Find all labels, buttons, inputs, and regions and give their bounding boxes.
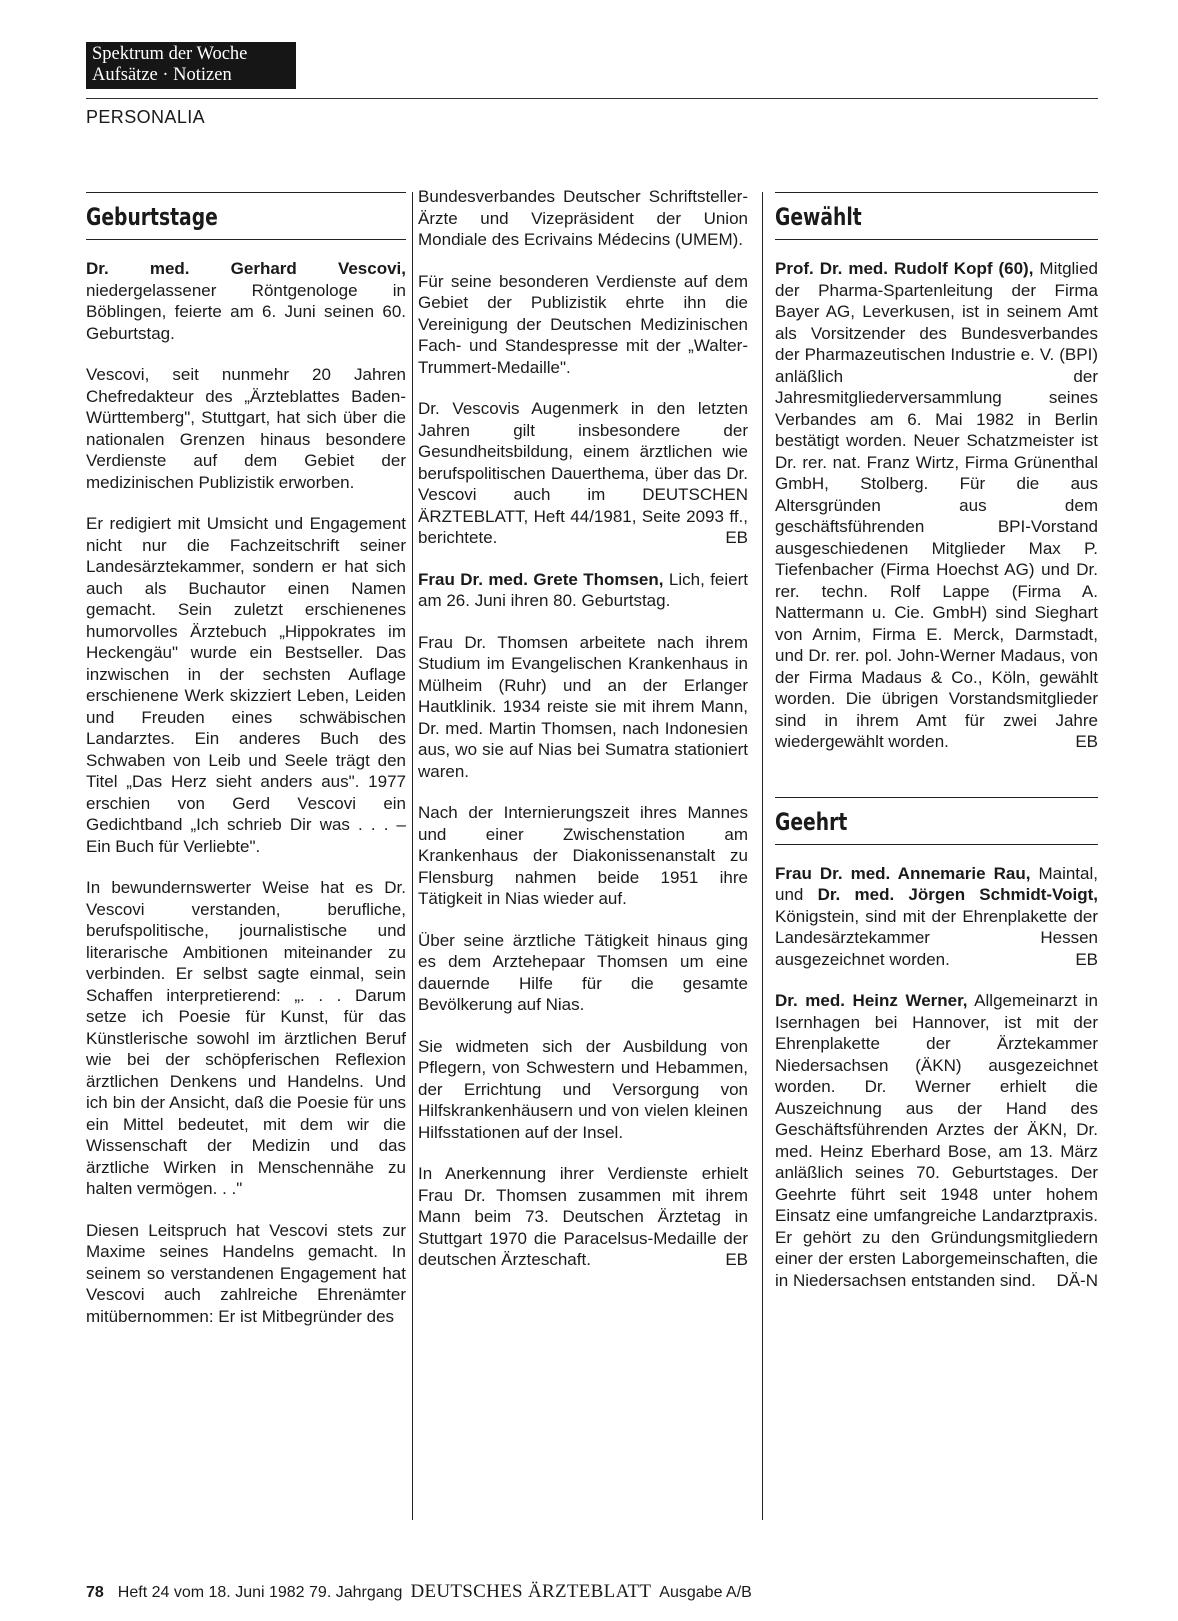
section-label: PERSONALIA (86, 107, 206, 127)
header-rule (86, 98, 1098, 99)
paragraph: Er redigiert mit Umsicht und Engagement nicht nur die Fachzeitschrift seiner Landesärztekammer, sondern er hat sich auch als Buchautor einen Namen gemacht. Sein zuletzt erschienenes humorvolles Ärztebuch „Hippokrates im Heckengäu" wurde ein Bestseller. Das inzwischen in der sechsten Auflage erschienene Werk skizziert Leben, Leiden und Freuden eines schwäbischen Landarztes. Ein anderes Buch des Schwaben von Leib und Seele trägt den Titel „Das Herz sieht anders aus". 1977 erschien von Gerd Vescovi ein Gedichtband „Ich schrieb Dir was . . . – Ein Buch für Verliebte". (86, 514, 406, 856)
article-kopf (775, 258, 1098, 753)
rubric-rule-bottom (86, 239, 406, 240)
column-divider-2 (762, 192, 763, 1520)
ressort-line-1: Spektrum der Woche (92, 44, 248, 64)
paragraph: Über seine ärztliche Tätigkeit hinaus ging es dem Arztehepaar Thomsen um eine dauernde Hilfe für die gesamte Bevölkerung auf Nias. (418, 930, 748, 1014)
article-thomsen-intro (418, 569, 748, 612)
ressort-box (86, 42, 296, 89)
person-name: Frau Dr. med. Annemarie Rau, (775, 863, 1031, 883)
rubric-geburtstage (86, 192, 406, 240)
rubric-rule-bottom (775, 844, 1098, 845)
person-name: Dr. med. Heinz Werner, (775, 991, 968, 1010)
edition-info: Ausgabe A/B (659, 1584, 752, 1601)
column-3 (775, 192, 1098, 1526)
paragraph: Nach der Internierungszeit ihres Mannes und einer Zwischenstation am Krankenhaus der Diakonissenanstalt zu Flensburg nahmen beide 1951 ihre Tätigkeit in Nias wieder auf. (418, 803, 748, 908)
heading-geehrt: Geehrt (775, 807, 848, 836)
page-footer (86, 1581, 752, 1603)
paragraph-text: Maintal, und (775, 863, 1098, 904)
paragraph (418, 398, 748, 549)
author-signature: EB (1075, 949, 1098, 969)
person-name: Dr. med. Gerhard Vescovi, (86, 259, 406, 278)
paragraph (418, 1163, 748, 1271)
author-signature: DÄ-N (1056, 1270, 1098, 1290)
column-1 (86, 192, 406, 1526)
paragraph-text: Mitglied der Pharma-Spartenleitung der Firma Bayer AG, Leverkusen, ist in seinem Amt als Vorsitzender des Bundesverbandes der Pharmazeutischen Industrie e. V. (BPI) anläßlich der Jahresmitgliederversammlung seines Verbandes am 6. Mai 1982 in Berlin bestätigt worden. Neuer Schatzmeister ist Dr. rer. nat. Franz Wirtz, Firma Grünenthal GmbH, Stolberg. Für die aus Altersgründen aus dem geschäftsführenden BPI-Vorstand ausgeschiedenen Mitglieder Max P. Tiefenbacher (Firma Hoechst AG) und Dr. rer. techn. Rolf Lappe (Firma A. Nattermann u. Cie. GmbH) sind Sieghart von Arnim, Firma E. Merck, Darmstadt, und Dr. rer. pol. John-Werner Madaus, von der Firma Madaus & Co., Köln, gewählt worden. Die übrigen Vorstandsmitglieder sind in ihrem Amt für zwei Jahre wiedergewählt worden. (775, 259, 1098, 751)
paragraph: Diesen Leitspruch hat Vescovi stets zur Maxime seines Handelns gemacht. In seinem so verstandenen Engagement hat Vescovi auch zahlreiche Ehrenämter mitübernommen: Er ist Mitbegründer des (86, 1220, 406, 1326)
paragraph-text: Dr. Vescovis Augenmerk in den letzten Jahren gilt insbesondere der Gesundheitsbildung, einem ärztlichen wie berufspolitischen Dauerthema, über das Dr. Vescovi auch im DEUTSCHEN ÄRZTEBLATT, Heft 44/1981, Seite 2093 ff., berichtete. (418, 399, 748, 547)
paragraph-text: niedergelassener Röntgenologe in Böblingen, feierte am 6. Juni seinen 60. Geburtstag. (86, 280, 406, 343)
author-signature: EB (725, 528, 748, 547)
author-signature: EB (1075, 732, 1098, 751)
rubric-geehrt (775, 789, 1098, 845)
column-2 (418, 187, 749, 1526)
paragraph: Frau Dr. Thomsen arbeitete nach ihrem Studium im Evangelischen Krankenhaus in Mülheim (Ruhr) und an der Erlanger Hautklinik. 1934 reiste sie mit ihrem Mann, Dr. med. Martin Thomsen, nach Indonesien aus, wo sie auf Nias bei Sumatra stationiert waren. (418, 632, 748, 781)
article-werner (775, 990, 1098, 1291)
journal-name: DEUTSCHES ÄRZTEBLATT (410, 1581, 652, 1602)
rubric-rule-bottom (775, 239, 1098, 240)
ressort-line-2: Aufsätze · Notizen (92, 65, 232, 85)
paragraph: Sie widmeten sich der Ausbildung von Pflegern, von Schwestern und Hebammen, der Errichtung und Versorgung von Hilfskrankenhäusern und von vielen kleinen Hilfsstationen auf der Insel. (418, 1036, 748, 1142)
article-rau-schmidt-voigt (775, 863, 1098, 971)
paragraph: Für seine besonderen Verdienste auf dem Gebiet der Publizistik ehrte ihn die Vereinigung der Deutschen Medizinischen Fach- und Standespresse mit der „Walter-Trummert-Medaille". (418, 271, 748, 377)
person-name: Prof. Dr. med. Rudolf Kopf (60), (775, 259, 1034, 278)
paragraph: Bundesverbandes Deutscher Schriftsteller-Ärzte und Vizepräsident der Union Mondiale des Ecrivains Médecins (UMEM). (418, 187, 748, 249)
paragraph-text: Königstein, sind mit der Ehrenplakette der Landesärztekammer Hessen ausgezeichnet worden. (775, 906, 1098, 969)
paragraph: In bewundernswerter Weise hat es Dr. Vescovi verstanden, berufliche, berufspolitische, journalistische und literarische Ambitionen miteinander zu verbinden. Er selbst sagte einmal, sein Schaffen interpretierend: „. . . Darum setze ich Poesie für Kunst, für das Künstlerische sowohl im ärztlichen Beruf wie bei der schöpferischen Reflexion ärztlichen Denkens und Handelns. Und ich bin der Ansicht, daß die Poesie für uns ein Mittel bedeutet, mit dem wir die Wissenschaft der Medizin und das ärztliche Wirken in Menschennähe zu halten vermögen. . ." (86, 878, 406, 1198)
paragraph: Vescovi, seit nunmehr 20 Jahren Chefredakteur des „Ärzteblattes Baden-Württemberg", Stuttgart, hat sich über die nationalen Grenzen hinaus besondere Verdienste auf dem Gebiet der medizinischen Publizistik erworben. (86, 365, 406, 492)
heading-gewaehlt: Gewählt (775, 203, 862, 231)
column-divider-1 (412, 192, 413, 1520)
issue-info: Heft 24 vom 18. Juni 1982 79. Jahrgang (117, 1584, 403, 1601)
heading-geburtstage: Geburtstage (86, 203, 218, 231)
person-name: Frau Dr. med. Grete Thomsen, (418, 569, 664, 589)
person-name: Dr. med. Jörgen Schmidt-Voigt, (817, 885, 1098, 904)
article-vescovi-intro (86, 258, 406, 344)
page-number: 78 (86, 1584, 104, 1601)
rubric-gewaehlt (775, 192, 1098, 240)
paragraph-text: Lich, feiert am 26. Juni ihren 80. Geburtstag. (418, 569, 749, 610)
paragraph-text: In Anerkennung ihrer Verdienste erhielt Frau Dr. Thomsen zusammen mit ihrem Mann beim 73. Deutschen Ärztetag in Stuttgart 1970 die Paracelsus-Medaille der deutschen Ärzteschaft. (418, 1164, 748, 1269)
paragraph-text: Allgemeinarzt in Isernhagen bei Hannover, ist mit der Ehrenplakette der Ärztekammer Niedersachsen (ÄKN) ausgezeichnet worden. Dr. Werner erhielt die Auszeichnung aus der Hand des Geschäftsführenden Arztes der ÄKN, Dr. med. Heinz Eberhard Bose, am 13. März anläßlich seines 70. Geburtstages. Der Geehrte führt seit 1948 unter hohem Einsatz eine umfangreiche Landarztpraxis. Er gehört zu den Gründungsmitgliedern einer der ersten Laborgemeinschaften, die in Niedersachsen entstanden sind. (775, 991, 1098, 1290)
author-signature: EB (725, 1250, 748, 1269)
